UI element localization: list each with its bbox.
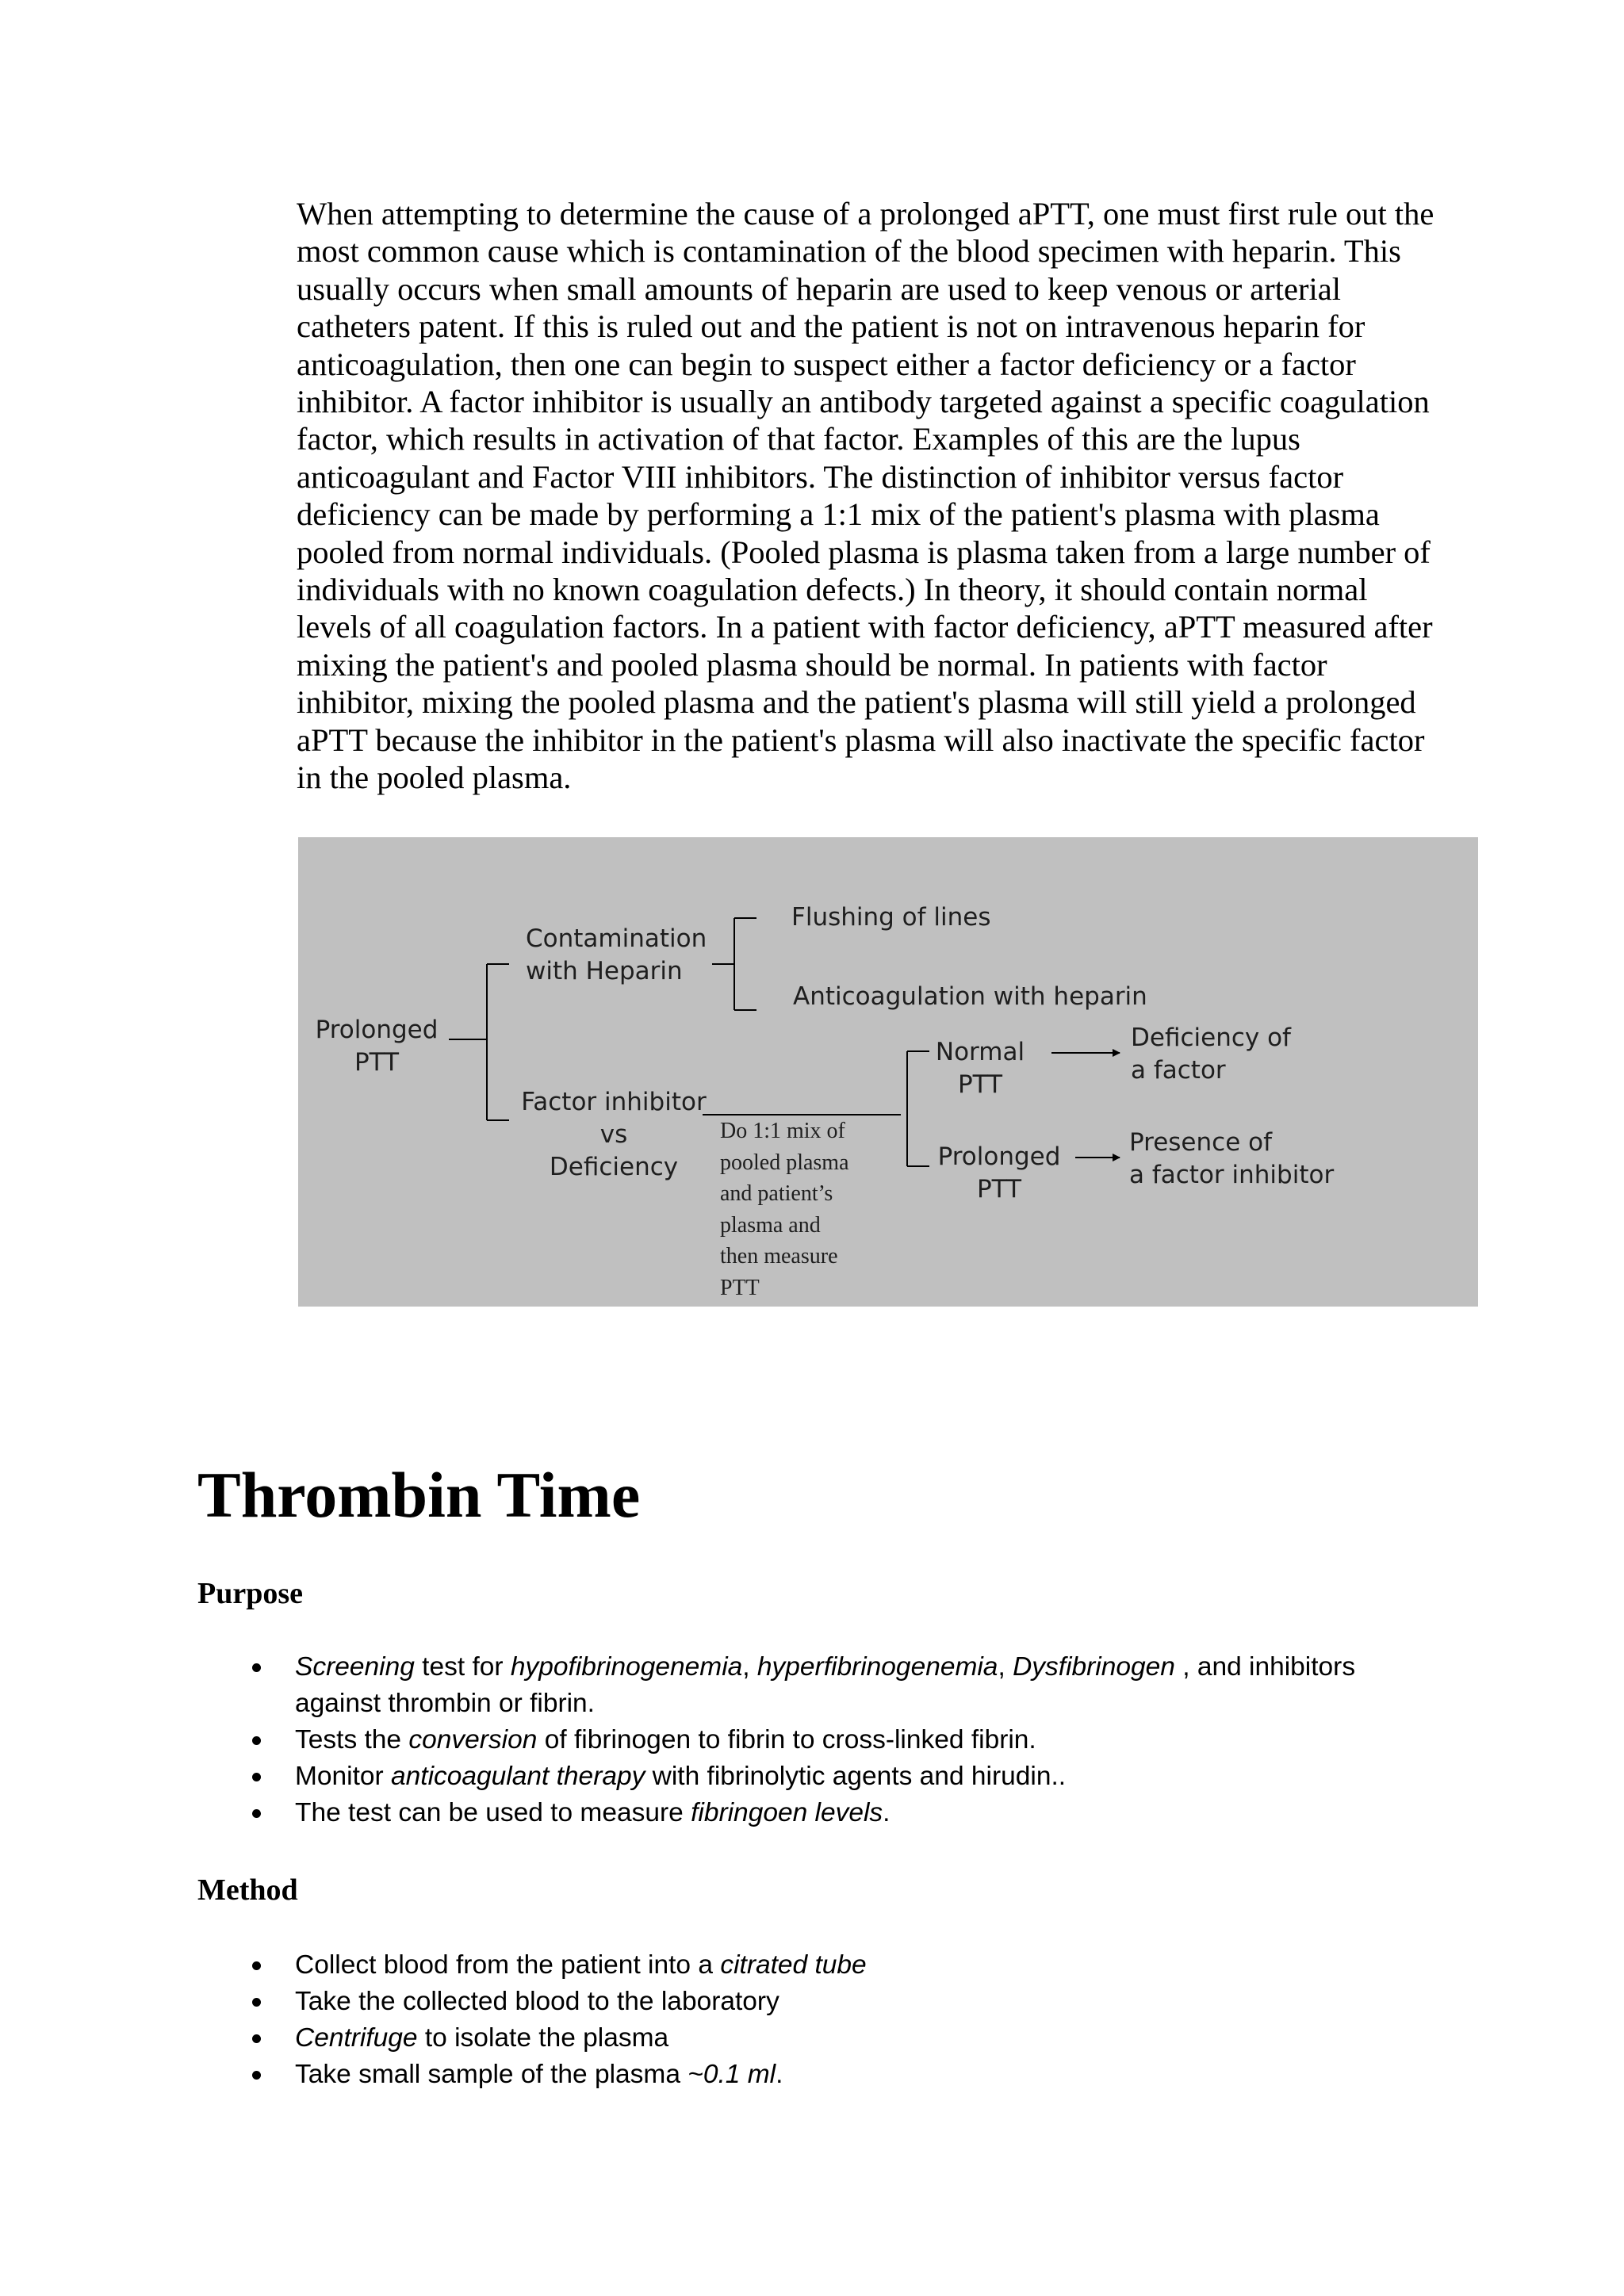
emphasis-text: ~0.1 ml: [688, 2060, 776, 2089]
text-run: Take the collected blood to the laboratory: [295, 1987, 779, 2016]
prolonged-ptt-flowchart: [298, 837, 1478, 1307]
list-item: [295, 1795, 1445, 1831]
inhibitor-result-node: Presence of a factor inhibitor: [1129, 1128, 1335, 1189]
mix-instruction-node: Do 1:1 mix of pooled plasma and patient’s plasma and then measure PTT: [720, 1119, 849, 1300]
text-run: .: [883, 1798, 891, 1827]
emphasis-text: anticoagulant therapy: [391, 1762, 645, 1791]
anticoagulation-node: Anticoagulation with heparin: [793, 982, 1147, 1011]
text-run: to isolate the plasma: [417, 2023, 669, 2053]
factor-inhibitor-node: Factor inhibitor vs Deficiency: [521, 1088, 707, 1181]
emphasis-text: citrated tube: [720, 1950, 867, 1980]
text-run: , and inhibitors against thrombin or fibrin.: [295, 1652, 1356, 1718]
list-item: [295, 1947, 1445, 1984]
emphasis-text: fibringoen levels: [691, 1798, 883, 1827]
text-run: Collect blood from the patient into a: [295, 1950, 721, 1980]
root-node: Prolonged PTT: [315, 1016, 439, 1077]
emphasis-text: Centrifuge: [295, 2023, 418, 2053]
list-item: [295, 1758, 1445, 1795]
emphasis-text: hypofibrinogenemia: [510, 1652, 743, 1682]
text-run: Tests the: [295, 1725, 409, 1755]
list-item: [295, 1984, 1445, 2020]
emphasis-text: Dysfibrinogen: [1013, 1652, 1175, 1682]
text-run: test for: [414, 1652, 511, 1682]
list-item: [295, 2057, 1445, 2093]
normal-ptt-node: Normal PTT: [935, 1038, 1025, 1099]
text-run: Monitor: [295, 1762, 392, 1791]
text-run: of fibrinogen to fibrin to cross-linked fibrin.: [537, 1725, 1036, 1755]
method-heading: Method: [197, 1873, 298, 1907]
emphasis-text: hyperfibrinogenemia: [756, 1652, 998, 1682]
text-run: .: [776, 2060, 783, 2089]
purpose-list: [295, 1649, 1445, 1831]
list-item: [295, 2020, 1445, 2057]
intro-paragraph: When attempting to determine the cause of a prolonged aPTT, one must first rule out the most common cause which is contamination of the blood specimen with heparin. This usually occurs when small amounts of heparin are used to keep venous or arterial catheters patent. If this is ruled out and the patient is not on intravenous heparin for anticoagulation, then one can begin to suspect either a factor deficiency or a factor inhibitor. A factor inhibitor is usually an antibody targeted against a specific coagulation factor, which results in activation of that factor. Examples of this are the lupus anticoagulant and Factor VIII inhibitors. The distinction of inhibitor versus factor deficiency can be made by performing a 1:1 mix of the patient's plasma with plasma pooled from normal individuals. (Pooled plasma is plasma taken from a large number of individuals with no known coagulation defects.) In theory, it should contain normal levels of all coagulation factors. In a patient with factor deficiency, aPTT measured after mixing the patient's and pooled plasma should be normal. In patients with factor inhibitor, mixing the pooled plasma and the patient's plasma will still yield a prolonged aPTT because the inhibitor in the patient's plasma will also inactivate the specific factor in the pooled plasma.: [297, 196, 1434, 796]
text-run: The test can be used to measure: [295, 1798, 691, 1827]
list-item: [295, 1722, 1445, 1758]
deficiency-result-node: Deficiency of a factor: [1131, 1024, 1291, 1085]
text-run: Take small sample of the plasma: [295, 2060, 688, 2089]
prolonged-ptt-node: Prolonged PTT: [937, 1142, 1061, 1203]
emphasis-text: Screening: [295, 1652, 415, 1682]
method-list: [295, 1947, 1445, 2093]
emphasis-text: conversion: [408, 1725, 538, 1755]
text-run: with fibrinolytic agents and hirudin..: [645, 1762, 1067, 1791]
section-title: Thrombin Time: [197, 1459, 641, 1531]
text-run: ,: [998, 1652, 1013, 1682]
contamination-node: Contamination with Heparin: [526, 924, 707, 985]
flushing-node: Flushing of lines: [791, 903, 991, 932]
purpose-heading: Purpose: [197, 1577, 303, 1610]
text-run: ,: [742, 1652, 757, 1682]
list-item: [295, 1649, 1445, 1722]
